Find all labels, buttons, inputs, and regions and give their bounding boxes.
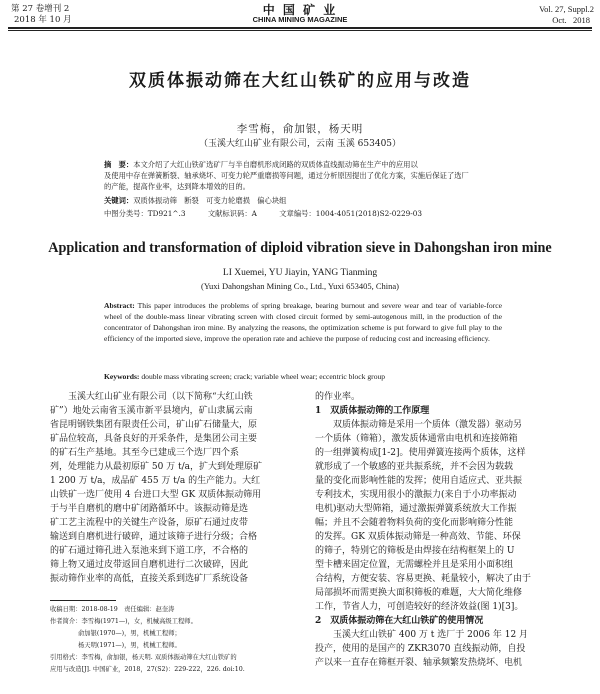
body-line: 局部损坏而需更换大面积筛板的难题，大大简化维修 <box>315 588 523 598</box>
body-line: 的矿石生产基地。其至今已建成三个选厂四个系 <box>50 448 240 458</box>
journal-date: 2018 年 10 月 <box>14 15 72 25</box>
abstract-en <box>104 301 502 345</box>
body-line: 工作，节省人力，可创造较好的经济效益(图 1)[3]。 <box>315 602 524 612</box>
clc-number: 中图分类号：TD921^.3 <box>104 209 186 218</box>
authors-cn: 李雪梅，俞加银，杨天明 <box>236 123 364 135</box>
affiliation-en: (Yuxi Dahongshan Mining Co., Ltd., Yuxi 653405, China) <box>200 281 399 291</box>
abstract-cn-line: 的产能，提高作业率，达到降本增效的目的。 <box>104 182 250 192</box>
footnote-line: 俞加银(1970—)，男，机械工程师； <box>78 629 181 637</box>
affiliation-cn: （玉溪大红山矿业有限公司，云南 玉溪 653405） <box>198 139 402 149</box>
body-line: 电机)驱动大型筛箱，通过激振弹簧系统放大工作振 <box>315 504 517 514</box>
body-line: 的矿石通过筛孔进入泵池来到下道工序，不合格的 <box>50 546 249 556</box>
keywords-en-label: Keywords: <box>104 372 140 381</box>
footnote-rule <box>50 600 116 601</box>
body-line: 省昆明钢铁集团有限责任公司，矿山矿石储量大，原 <box>50 420 258 430</box>
body-line: 产以来一直存在筛框开裂、轴承频繁发热烧坏、电机 <box>315 658 523 668</box>
keywords-en <box>104 372 502 383</box>
body-line: 输送到自磨机进行破碎，通过该筛子进行分级；合格 <box>50 532 258 542</box>
body-line: 幅；并且不会随着物料负荷的变化而影响筛分性能 <box>315 518 514 528</box>
article-meta-cn <box>104 208 504 219</box>
section-heading: 1 双质体振动筛的工作原理 <box>315 406 430 416</box>
body-line: 列，处理能力从最初原矿 50 万 t/a，扩大到处理原矿 <box>50 462 263 472</box>
journal-volume-en: Vol. 27, Suppl.2 <box>539 4 594 14</box>
abstract-en-text: This paper introduces the problems of spring breakage, bearing burnout and severe wear and tear of variable-force wheel of the double-mass linear vibrating screen with closed circuit formed by semi-autogenous mill, in the production of the concentrator of Dahongshan iron mine. By analyzing the reasons, the optimization scheme is put forward to give full play to the efficiency of the imported sieve, improve the operation rate and achieve the purpose of reducing cost and increasing efficiency. <box>104 301 502 343</box>
body-line: 山铁矿一选厂使用 4 台进口大型 GK 双质体振动筛用 <box>50 490 262 500</box>
journal-volume: 第 27 卷增刊 2 <box>11 4 70 14</box>
keywords-cn <box>104 195 504 206</box>
document-code: 文献标识码：A <box>207 209 257 218</box>
body-line: 矿工艺主流程中的关键生产设备，原矿石通过皮带 <box>50 518 249 528</box>
body-line: 专利技术，实现用很小的激振力(来自于小功率振动 <box>315 490 517 500</box>
header-rule <box>8 27 592 29</box>
journal-title: 中 国 矿 业 <box>262 3 338 17</box>
body-line: 的作业率。 <box>315 392 361 402</box>
title-cn: 双质体振动筛在大红山铁矿的应用与改造 <box>129 71 471 91</box>
section-heading: 2 双质体振动筛在大红山铁矿的使用情况 <box>315 616 484 626</box>
body-line: 玉溪大红山矿业有限公司（以下简称“大红山铁 <box>68 392 253 402</box>
body-line: 筛上物又通过皮带返回自磨机进行二次破碎，因此 <box>50 560 249 570</box>
keywords-cn-text: 双质体振动筛 断裂 可变力轮磨损 偏心块组 <box>133 196 287 205</box>
footnote <box>50 604 300 675</box>
body-line: 矿品位较高，具备良好的开采条件，是集团公司主要 <box>50 434 258 444</box>
authors-en: LI Xuemei, YU Jiayin, YANG Tianming <box>222 268 378 278</box>
keywords-en-text: double mass vibrating screen; crack; variable wheel wear; eccentric block group <box>141 372 386 381</box>
left-column-body <box>50 390 300 586</box>
body-line: 一个质体（筛箱），激发质体通常由电机和连接筛箱 <box>315 434 518 444</box>
body-line: 量的变化而影响性能的发挥；使用自适应式、亚共振 <box>315 476 523 486</box>
title-en: Application and transformation of diploid vibration sieve in Dahongshan iron mine <box>48 240 552 256</box>
journal-date-en: Oct. 2018 <box>552 15 590 25</box>
body-line: 玉溪大红山铁矿 400 万 t 选厂于 2006 年 12 月 <box>333 630 529 640</box>
body-line: 的筛子，特别它的筛板是由焊接在结构框架上的 U <box>315 546 515 556</box>
body-line: 振动筛作业率的高低，直接关系到选矿厂系统设备 <box>50 574 249 584</box>
body-line: 于与半自磨机的磨中矿闭路循环中。该振动筛是选 <box>50 504 249 514</box>
abstract-cn-label: 摘 要： <box>104 160 134 169</box>
abstract-cn <box>104 159 504 193</box>
header-rule-thin <box>8 30 592 31</box>
abstract-cn-line: 本文介绍了大红山铁矿选矿厂与半自磨机形成闭路的双质体直线振动筛在生产中的应用以 <box>133 160 418 169</box>
body-line: 矿”）地处云南省玉溪市新平县境内，矿山隶属云南 <box>50 406 253 416</box>
footnote-line: 引用格式：李雪梅，俞加银，杨天明. 双质体振动筛在大红山铁矿的 <box>50 653 237 661</box>
footnote-line: 收稿日期：2018-08-19 责任编辑：赵奎涛 <box>50 606 175 613</box>
body-line: 的发挥。GK 双质体振动筛是一种高效、节能、环保 <box>315 532 521 542</box>
keywords-cn-label: 关键词： <box>104 196 134 205</box>
footnote-line: 作者简介：李雪梅(1971—)，女，机械高级工程师。 <box>50 617 197 625</box>
abstract-en-label: Abstract: <box>104 301 135 310</box>
right-column-body <box>315 390 562 670</box>
body-line: 1 200 万 t/a，成品矿 455 万 t/a 的生产能力。大红 <box>50 476 261 486</box>
footnote-line: 杨天明(1971—)，男，机械工程师。 <box>78 641 181 649</box>
journal-title-en: CHINA MINING MAGAZINE <box>252 15 348 24</box>
body-line: 合结构，方便安装、容易更换、耗量较小，解决了由于 <box>315 574 532 584</box>
body-line: 就形成了一个敏感的亚共振系统，并不会因为载载 <box>315 462 514 472</box>
body-line: 的一组弹簧构成[1-2]。使用弹簧连接两个质体，这样 <box>315 448 526 458</box>
footnote-line: 应用与改造[J]. 中国矿业，2018，27(S2)：229-222，226. doi:10. <box>50 665 245 673</box>
body-line: 双质体振动筛是采用一个质体（激发器）驱动另 <box>333 420 523 430</box>
body-line: 型卡槽来固定位置，无需螺栓并且是采用小面积组 <box>315 560 514 570</box>
article-id: 文章编号：1004-4051(2018)S2-0229-03 <box>279 209 423 218</box>
abstract-cn-line: 及使用中存在弹簧断裂、轴承烧坏、可变力轮严重磨损等问题，通过分析原因提出了优化方案，实施后保证了选厂 <box>104 171 469 181</box>
body-line: 投产，使用的是国产的 ZKR3070 直线振动筛，自投 <box>315 644 526 654</box>
